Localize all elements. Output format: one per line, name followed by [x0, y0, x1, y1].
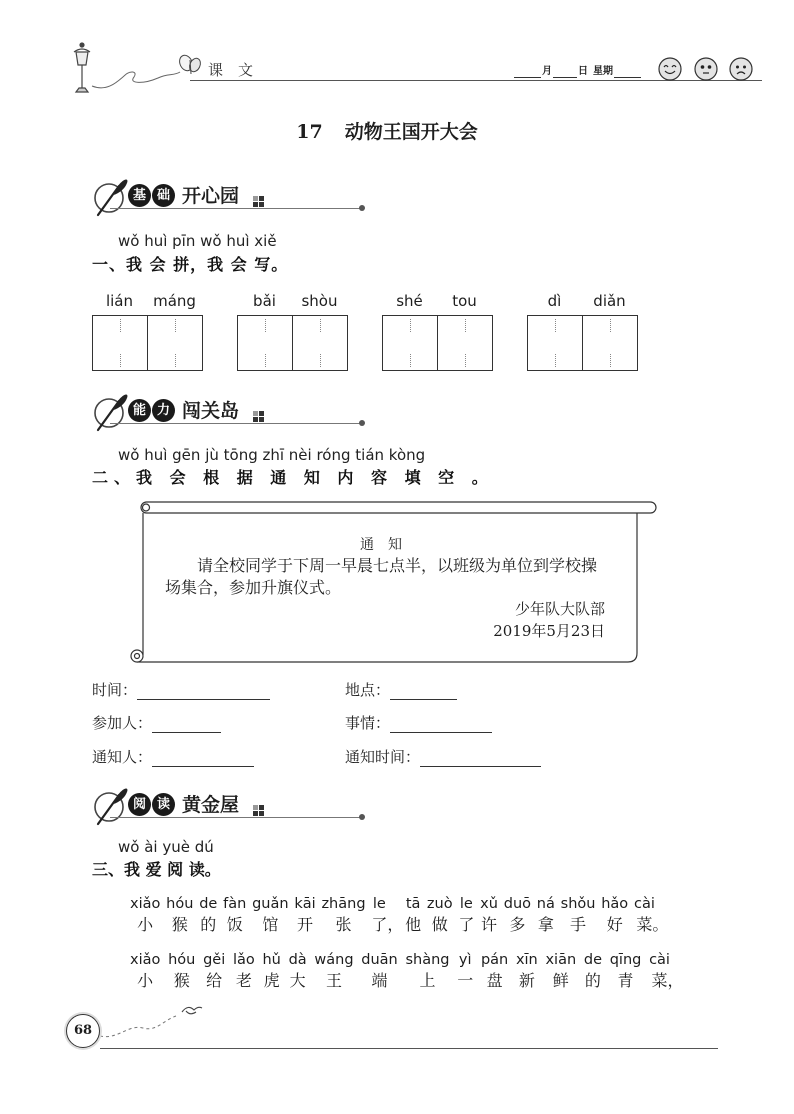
reading-hanzi-cell — [538, 914, 554, 936]
swirl-line — [92, 72, 180, 88]
reading-hanzi: 一 — [457, 971, 474, 990]
reading-hanzi-cell — [618, 970, 634, 992]
reading-punctuation: ， — [387, 915, 404, 934]
reading-hanzi: 馆 — [262, 915, 279, 934]
reading-hanzi: 新 — [518, 971, 535, 990]
reading-pinyin: shàng — [405, 952, 450, 968]
rule-dot — [359, 205, 365, 211]
header-category: 课 文 — [208, 61, 254, 79]
reading-hanzi: 菜 — [651, 971, 668, 990]
pinyin-label: shé — [396, 292, 423, 310]
reading-hanzi: 虎 — [263, 971, 280, 990]
field-place — [345, 680, 457, 700]
brush-icon — [92, 392, 130, 432]
pinyin-label: dì — [547, 292, 562, 310]
smiley-sad-icon[interactable] — [728, 56, 754, 82]
reading-hanzi-cell — [200, 914, 216, 936]
word-group — [237, 292, 347, 372]
reading-token — [504, 895, 531, 936]
reading-token — [427, 895, 453, 936]
reading-token — [610, 951, 642, 992]
reading-token — [223, 895, 246, 936]
prompt-pinyin: wǒ huì pīn wǒ huì xiě — [118, 232, 277, 250]
reading-hanzi-cell — [172, 914, 188, 936]
reading-hanzi-cell — [458, 914, 474, 936]
reading-hanzi-cell — [519, 970, 535, 992]
writing-box[interactable] — [437, 316, 492, 370]
reading-token — [405, 951, 449, 992]
field-label: 参加人： — [92, 714, 153, 732]
reading-pinyin: guǎn — [252, 896, 289, 912]
reading-hanzi-cell — [137, 914, 153, 936]
reading-hanzi-cell — [570, 914, 586, 936]
reading-hanzi: 老 — [235, 971, 252, 990]
reading-hanzi-cell — [487, 970, 503, 992]
reading-token — [516, 951, 538, 992]
section-rule — [110, 208, 360, 209]
reading-pinyin: le — [372, 896, 386, 912]
reading-pinyin: xiǎo — [130, 952, 161, 968]
reading-hanzi-cell — [371, 914, 404, 936]
reading-pinyin: cài — [649, 952, 670, 968]
reading-hanzi-cell — [236, 970, 252, 992]
reading-line — [130, 895, 667, 936]
reading-hanzi-cell — [371, 970, 387, 992]
writing-box[interactable] — [528, 316, 582, 370]
reading-token — [203, 951, 225, 992]
reading-hanzi-cell — [636, 914, 669, 936]
section-heading: 黄金屋 — [182, 794, 240, 816]
field-notifier — [92, 747, 254, 767]
reading-hanzi-cell — [262, 914, 278, 936]
page-number-badge — [66, 1014, 100, 1048]
reading-hanzi-cell — [432, 914, 448, 936]
answer-blank[interactable] — [390, 683, 457, 700]
section-rule — [110, 817, 360, 818]
reading-hanzi-cell — [651, 970, 684, 992]
header-decoration — [62, 40, 202, 98]
section-heading: 闯关岛 — [182, 400, 240, 422]
reading-hanzi-cell — [137, 970, 153, 992]
reading-token — [361, 951, 397, 992]
reading-hanzi: 好 — [606, 915, 623, 934]
reading-hanzi: 许 — [481, 915, 498, 934]
lesson-name: 动物王国开大会 — [344, 121, 478, 143]
notice-signer: 少年队大队部 — [514, 600, 605, 618]
reading-pinyin: shǒu — [560, 896, 596, 912]
reading-hanzi: 拿 — [537, 915, 554, 934]
reading-hanzi: 了 — [371, 915, 388, 934]
reading-token — [289, 951, 307, 992]
field-label: 时间： — [92, 681, 138, 699]
reading-token — [601, 895, 628, 936]
reading-token — [537, 895, 555, 936]
date-line — [513, 64, 642, 78]
reading-hanzi: 饭 — [226, 915, 243, 934]
reading-pinyin: yì — [458, 952, 472, 968]
weekday-label: 星期 — [593, 66, 613, 77]
answer-blank[interactable] — [390, 716, 492, 733]
reading-hanzi: 猴 — [171, 915, 188, 934]
field-time — [92, 680, 270, 700]
reading-hanzi-cell — [607, 914, 623, 936]
reading-hanzi-cell — [326, 970, 342, 992]
reading-hanzi-cell — [419, 970, 435, 992]
word-group — [527, 292, 637, 372]
reading-hanzi: 的 — [200, 915, 217, 934]
lesson-title — [0, 119, 784, 145]
answer-blank[interactable] — [420, 750, 541, 767]
prompt-pinyin: wǒ huì gēn jù tōng zhī nèi róng tián kòng — [118, 446, 426, 464]
month-label: 月 — [542, 66, 552, 77]
reading-token — [314, 951, 353, 992]
reading-token — [561, 895, 596, 936]
reading-token — [262, 951, 280, 992]
reading-pinyin: hǎo — [601, 896, 629, 912]
brush-icon — [92, 786, 130, 826]
prompt-text: 一、我 会 拼，我 会 写。 — [92, 255, 289, 274]
reading-pinyin: kāi — [294, 896, 316, 912]
reading-token — [233, 951, 255, 992]
section-rule — [110, 423, 360, 424]
writing-box[interactable] — [147, 316, 202, 370]
prompt-text: 二、我 会 根 据 通 知 内 容 填 空 。 — [92, 468, 494, 487]
answer-blank[interactable] — [152, 716, 221, 733]
reading-hanzi: 菜 — [636, 915, 653, 934]
reading-token — [199, 895, 217, 936]
reading-token — [371, 895, 404, 936]
reading-token — [584, 951, 602, 992]
pinyin-label: lián — [105, 292, 134, 310]
reading-hanzi: 上 — [419, 971, 436, 990]
weekday-blank[interactable] — [614, 66, 641, 78]
notice-date: 2019年5月23日 — [493, 622, 605, 640]
pinyin-label: tou — [452, 292, 477, 310]
reading-hanzi-cell — [585, 970, 601, 992]
reading-hanzi-cell — [227, 914, 243, 936]
word-group — [382, 292, 492, 372]
reading-hanzi: 猴 — [173, 971, 190, 990]
reading-pinyin: xǔ — [480, 896, 498, 912]
reading-token — [252, 895, 288, 936]
reading-pinyin: hóu — [166, 896, 194, 912]
smiley-happy-icon[interactable] — [657, 56, 683, 82]
reading-hanzi: 给 — [206, 971, 223, 990]
reading-pinyin: gěi — [203, 952, 226, 968]
reading-hanzi: 做 — [431, 915, 448, 934]
reading-pinyin: qīng — [609, 952, 642, 968]
prompt-pinyin: wǒ ài yuè dú — [118, 838, 214, 856]
footer-rule — [100, 1048, 718, 1049]
butterfly-icon — [177, 53, 202, 74]
reading-hanzi: 开 — [296, 915, 313, 934]
badge-char: 阅 — [128, 793, 151, 816]
notice-body: 请全校同学于下周一早晨七点半，以班级为单位到学校操场集合，参加升旗仪式。 — [165, 556, 598, 597]
reading-hanzi-cell — [481, 914, 497, 936]
reading-hanzi: 鲜 — [552, 971, 569, 990]
reading-token — [168, 951, 195, 992]
reading-pinyin: hǔ — [262, 952, 281, 968]
reading-pinyin: lǎo — [232, 952, 255, 968]
reading-hanzi: 他 — [405, 915, 422, 934]
section-header-basic — [92, 177, 372, 217]
section-badge — [128, 793, 175, 816]
reading-pinyin: tā — [405, 896, 421, 912]
page-number: 68 — [73, 1023, 93, 1038]
reading-token — [130, 951, 160, 992]
reading-pinyin: pán — [480, 952, 509, 968]
rule-dot — [359, 814, 365, 820]
reading-punctuation: 。 — [652, 915, 669, 934]
pinyin-label: shòu — [301, 292, 338, 310]
square-icon — [253, 411, 264, 422]
reading-hanzi-cell — [264, 970, 280, 992]
lamp-icon — [74, 43, 90, 92]
reading-hanzi: 大 — [289, 971, 306, 990]
reading-hanzi: 青 — [617, 971, 634, 990]
badge-char: 础 — [152, 184, 175, 207]
reading-token — [545, 951, 576, 992]
reading-pinyin: hóu — [168, 952, 196, 968]
field-label: 事情： — [345, 714, 391, 732]
reading-token — [405, 895, 421, 936]
reading-hanzi: 王 — [325, 971, 342, 990]
field-label: 地点： — [345, 681, 391, 699]
field-label: 通知人： — [92, 748, 153, 766]
badge-char: 基 — [128, 184, 151, 207]
reading-pinyin: wáng — [314, 952, 354, 968]
reading-hanzi-cell — [206, 970, 222, 992]
section-badge — [128, 399, 175, 422]
notice-title: 通 知 — [360, 537, 402, 553]
reading-pinyin: zhāng — [321, 896, 366, 912]
reading-pinyin: de — [583, 952, 602, 968]
square-icon — [253, 196, 264, 207]
reading-token — [166, 895, 193, 936]
reading-hanzi-cell — [553, 970, 569, 992]
field-notice-time — [345, 747, 541, 767]
prompt-text: 三、我 爱 阅 读。 — [92, 860, 221, 879]
reading-token — [321, 895, 365, 936]
badge-char: 力 — [152, 399, 175, 422]
month-blank[interactable] — [514, 66, 541, 78]
reading-hanzi: 手 — [570, 915, 587, 934]
pinyin-label: diǎn — [593, 292, 626, 310]
reading-hanzi-cell — [457, 970, 473, 992]
reading-pinyin: le — [459, 896, 473, 912]
writing-box[interactable] — [383, 316, 437, 370]
lesson-number: 17 — [296, 121, 323, 143]
section-header-reading — [92, 786, 372, 826]
reading-hanzi-cell — [405, 914, 421, 936]
reading-token — [633, 895, 669, 936]
reading-pinyin: duān — [361, 952, 398, 968]
dashed-trail — [100, 1016, 176, 1037]
reading-token — [480, 895, 498, 936]
reading-hanzi: 小 — [137, 971, 154, 990]
reading-hanzi: 了 — [458, 915, 475, 934]
reading-pinyin: xiān — [545, 952, 577, 968]
reading-pinyin: xiǎo — [130, 896, 161, 912]
reading-pinyin: fàn — [223, 896, 247, 912]
word-group — [92, 292, 202, 372]
section-heading: 开心园 — [182, 185, 240, 207]
field-participants — [92, 713, 221, 733]
reading-hanzi-cell — [290, 970, 306, 992]
answer-blank[interactable] — [137, 683, 270, 700]
badge-char: 读 — [152, 793, 175, 816]
reading-token — [294, 895, 315, 936]
section-badge — [128, 184, 175, 207]
writing-box[interactable] — [93, 316, 147, 370]
reading-pinyin: zuò — [426, 896, 453, 912]
reading-hanzi-cell — [335, 914, 351, 936]
writing-box[interactable] — [238, 316, 292, 370]
reading-hanzi: 盘 — [486, 971, 503, 990]
reading-hanzi-cell — [509, 914, 525, 936]
writing-box[interactable] — [292, 316, 347, 370]
reading-pinyin: ná — [536, 896, 555, 912]
footer-decoration — [98, 998, 208, 1043]
day-blank[interactable] — [553, 66, 577, 78]
answer-blank[interactable] — [152, 750, 254, 767]
reading-hanzi-cell — [297, 914, 313, 936]
badge-char: 能 — [128, 399, 151, 422]
reading-hanzi: 端 — [371, 971, 388, 990]
reading-pinyin: cài — [633, 896, 655, 912]
reading-token — [481, 951, 508, 992]
reading-hanzi-cell — [174, 970, 190, 992]
bird-icon — [182, 1007, 202, 1013]
reading-pinyin: xīn — [515, 952, 538, 968]
brush-icon — [92, 177, 130, 217]
pinyin-label: bǎi — [253, 292, 276, 310]
reading-pinyin: de — [199, 896, 218, 912]
reading-token — [457, 951, 473, 992]
square-icon — [253, 805, 264, 816]
reading-token — [458, 895, 474, 936]
reading-pinyin: duō — [503, 896, 531, 912]
rule-dot — [359, 420, 365, 426]
field-matter — [345, 713, 492, 733]
pinyin-label: máng — [153, 292, 196, 310]
reading-token — [130, 895, 160, 936]
reading-hanzi: 张 — [335, 915, 352, 934]
reading-hanzi: 多 — [509, 915, 526, 934]
smiley-neutral-icon[interactable] — [693, 56, 719, 82]
reading-hanzi: 的 — [584, 971, 601, 990]
reading-pinyin: dà — [288, 952, 307, 968]
day-label: 日 — [578, 66, 588, 77]
writing-box[interactable] — [582, 316, 637, 370]
reading-line — [130, 951, 682, 992]
field-label: 通知时间： — [345, 748, 421, 766]
reading-punctuation: ， — [667, 971, 684, 990]
reading-token — [649, 951, 684, 992]
section-header-ability — [92, 392, 372, 432]
reading-hanzi: 小 — [137, 915, 154, 934]
